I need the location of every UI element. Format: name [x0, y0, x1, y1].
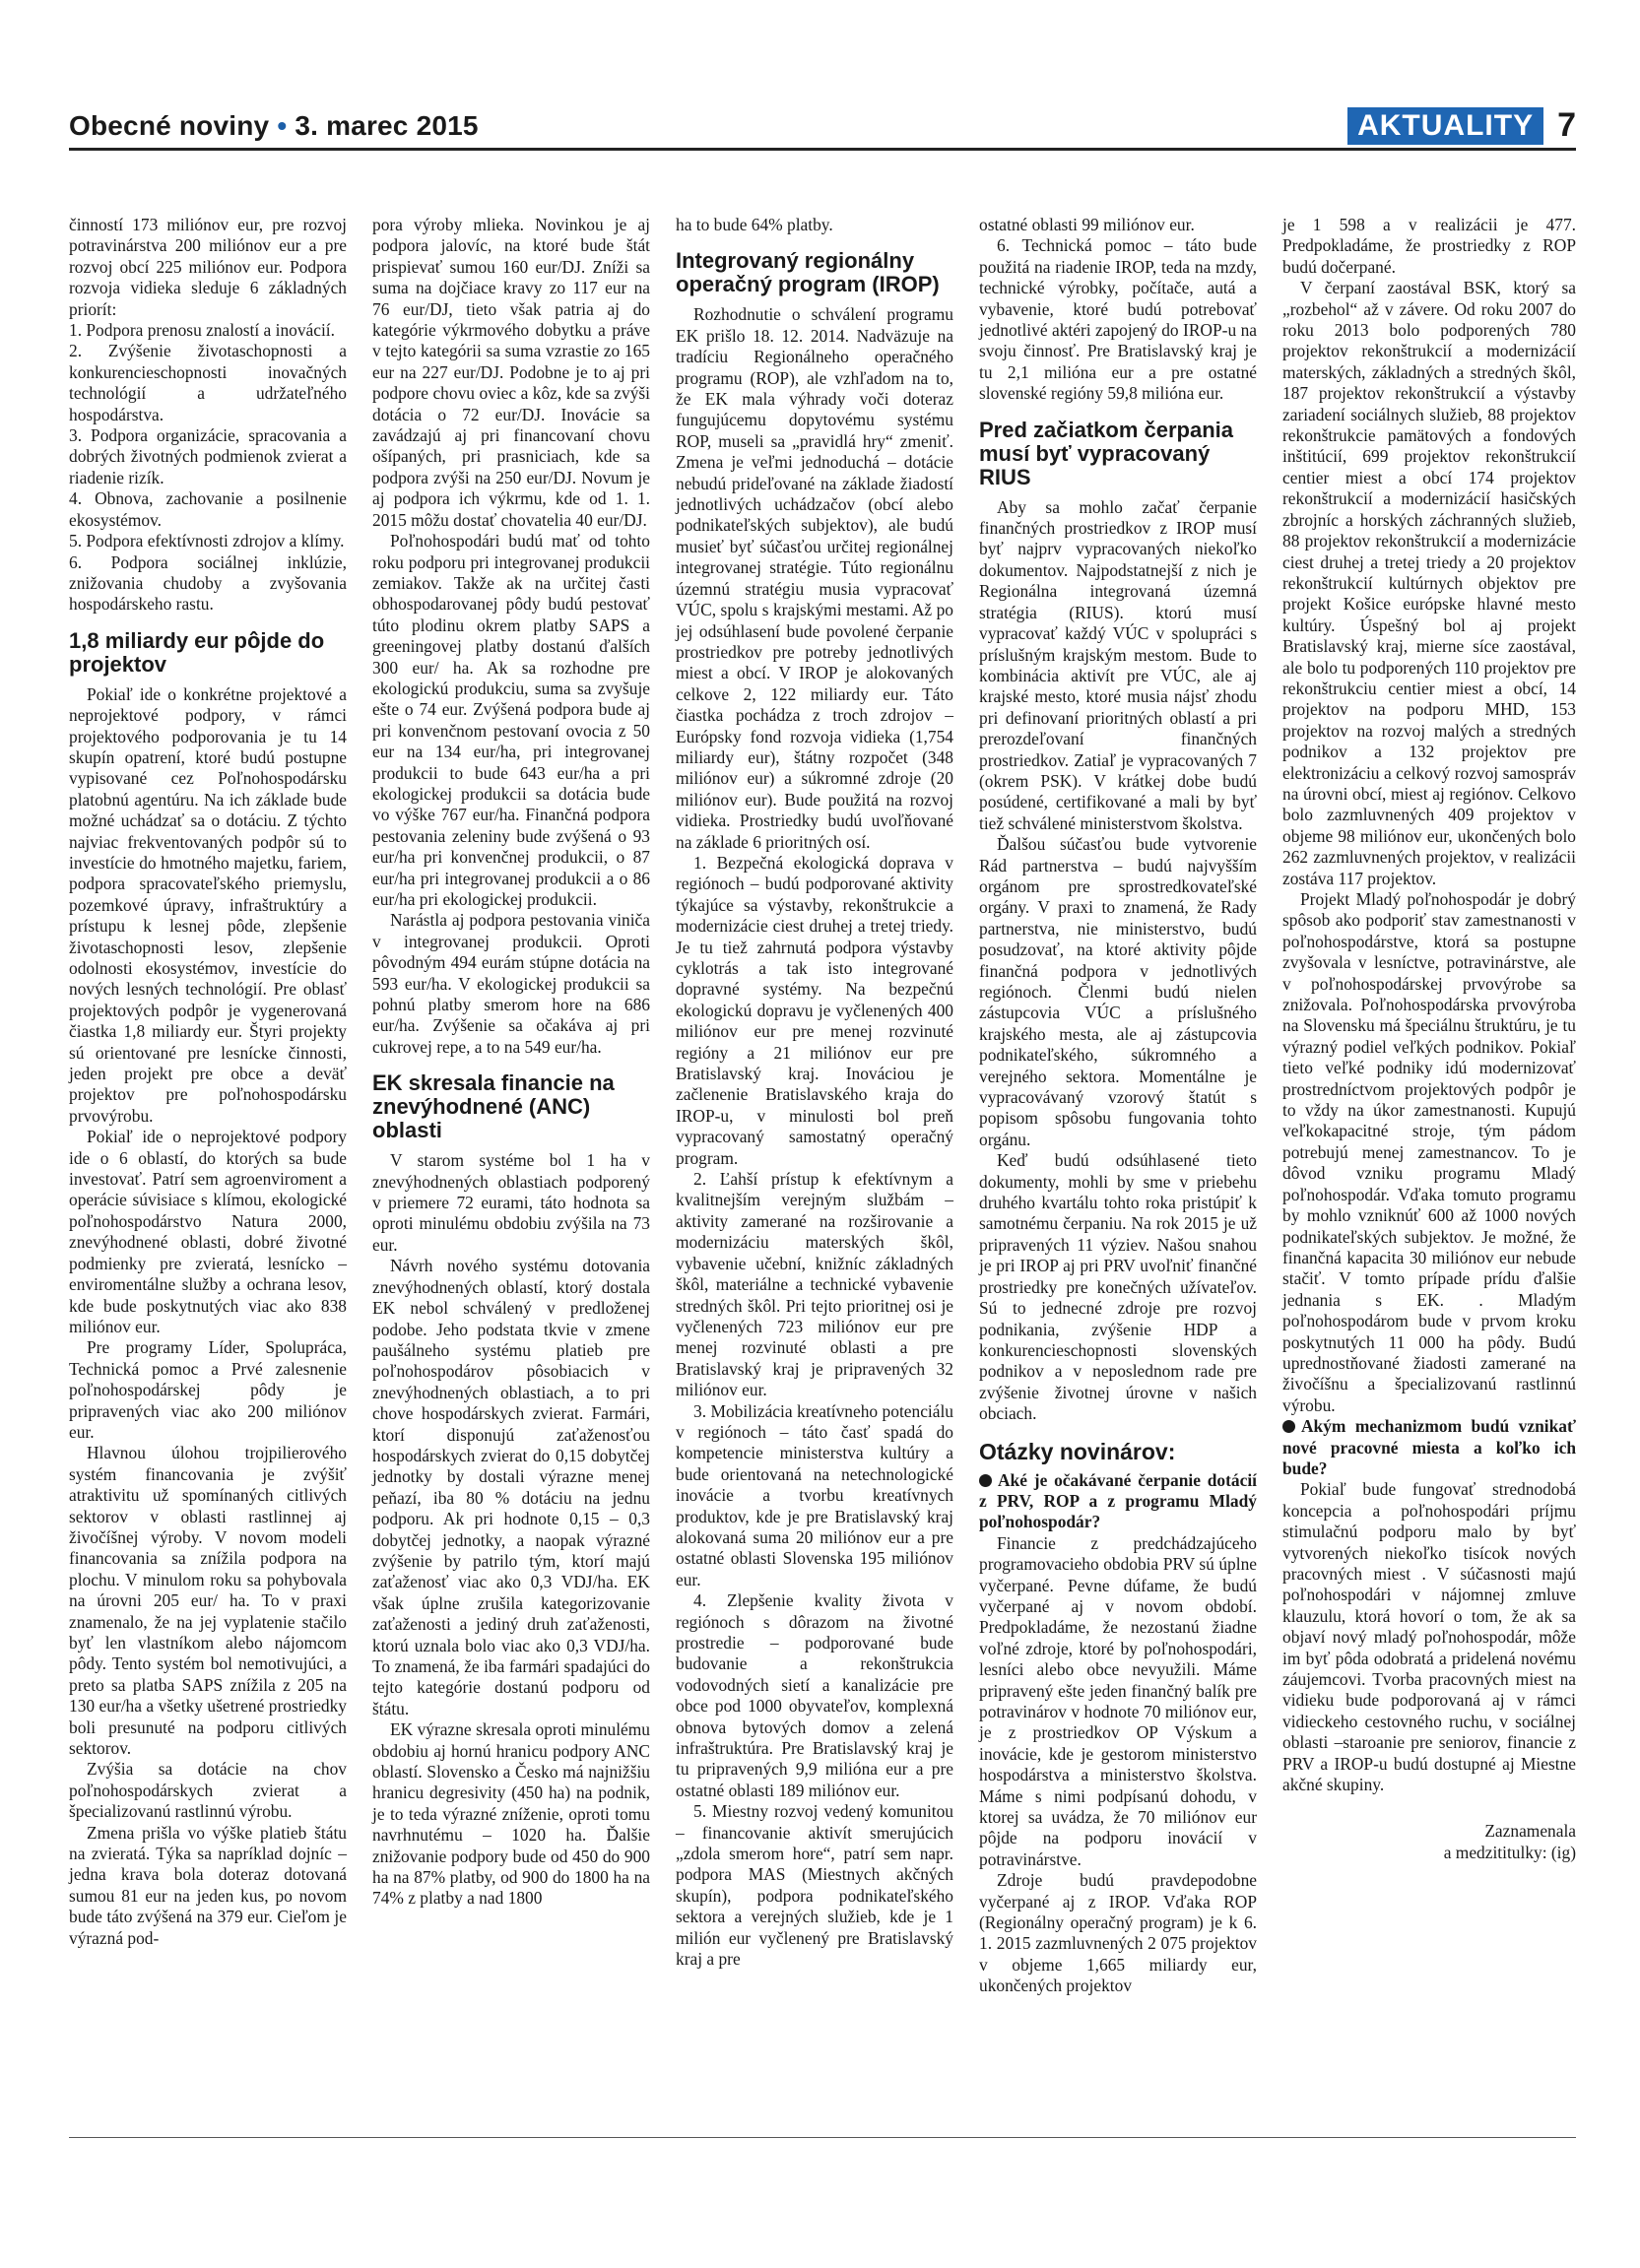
col4-paragraph: Zdroje budú pravdepodobne vyčerpané aj z IROP. Vďaka ROP (Regionálny operačný program) je k 6. 1. 2015 zazmluvnených 2 075 projektov v objeme 1,665 miliardy eur, ukončených projektov: [979, 1870, 1257, 1996]
subheading: Pred začiatkom čerpania musí byť vypracovaný RIUS: [979, 417, 1234, 489]
col1-list-item: 6. Podpora sociálnej inklúzie, znižovania chudoby a zvyšovania hospodárskeho rastu.: [69, 551, 347, 615]
question-text: Aké je očakávané čerpanie dotácií z PRV, ROP a z programu Mladý poľnohospodár?: [979, 1469, 1257, 1532]
publication-name: Obecné noviny: [69, 110, 270, 141]
column-1: [69, 215, 347, 1949]
col1-list-item: 2. Zvýšenie životaschopnosti a konkurencieschopnosti inovačných technológií a udržateľného hospodárstva.: [69, 341, 347, 424]
col4-paragraph: Aby sa mohlo začať čerpanie finančných prostriedkov z IROP musí byť najprv vypracovaných niekoľko dokumentov. Najpodstatnejší z nich je Regionálna integrovaná územná stratégia (RIUS). ktorú musí vypracovať každý VÚC v spolupráci s príslušným krajským mestom. Bude to kombinácia aktivít pre VÚC, ale aj krajské mesto, ktoré musia nájsť zhodu pri definovaní prioritných oblastí a pri prerozdeľovaní finančných prostriedkov. Zatiaľ je vypracovaných 7 (okrem PSK). V krátkej dobe budú posúdené, certifikované a mali by byť tiež schválené ministerstvom školstva.: [979, 496, 1257, 833]
col3-paragraph: Rozhodnutie o schválení programu EK prišlo 18. 12. 2014. Nadväzuje na tradíciu Regionálneho operačného programu (ROP), ale vzhľadom na to, že EK mala výhrady voči doteraz fungujúcemu dopytovému systému ROP, museli sa „pravidlá hry“ zmeniť. Zmena je veľmi jednoduchá – dotácie nebudú prideľované na základe žiadostí jednotlivých uchádzačov (obcí alebo podnikateľských subjektov), ale budú musieť byť súčasťou určitej regionálnej integrovanej stratégie. Túto regionálnu územnú stratégiu musia vypracovať VÚC, spolu s krajskými mestami. Až po jej odsúhlasení bude povolené čerpanie prostriedkov pre potreby jednotlivých miest a obcí. V IROP je alokovaných celkove 2, 122 miliardy eur. Táto čiastka pochádza z troch zdrojov – Európsky fond rozvoja vidieka (1,754 miliardy eur), štátny rozpočet (348 miliónov eur) a súkromné zdroje (20 miliónov eur). Bude použitá na rozvoj vidieka. Prostriedky budú uvoľňované na základe 6 prioritných osí.: [676, 304, 953, 852]
footer-rule: [69, 2137, 1576, 2138]
col5-paragraph: Projekt Mladý poľnohospodár je dobrý spôsob ako podporiť stav zamestnanosti v poľnohospodárstve, ktorá sa postupne zvyšovala v lesníctve, potravinárstve, ale v poľnohospodárskej prvovýrobe sa znižovala. Poľnohospodárska prvovýroba na Slovensku má špeciálnu štruktúru, je tu výrazný podiel veľkých podnikov. Pokiaľ tieto veľké podniky idú modernizovať prostredníctvom projektových podpôr je to vždy na úkor zamestnanosti. Kupujú veľkokapacitné stroje, tým pádom potrebujú menej zamestnancov. To je dôvod vzniku programu Mladý poľnohospodár. Vďaka tomuto programu by mohlo vzniknúť 600 až 1000 nových podnikateľských subjektov. Je možné, že finančná kapacita 30 miliónov eur nebude stačiť. V tomto prípade prídu ďalšie jednania s EK. . Mladým poľnohospodárom bude v prvom kroku poskytnutých 11 000 ha pôdy. Budú uprednostňované žiadosti zamerané na živočíšnu a špecializovanú rastlinnú výrobu.: [1282, 889, 1576, 1415]
subheading: 1,8 miliardy eur pôjde do projektov: [69, 627, 325, 677]
page-number: 7: [1557, 106, 1576, 144]
masthead-right: [1347, 106, 1576, 145]
col2-paragraph: Narástla aj podpora pestovania viniča v integrovanej produkcii. Oproti pôvodným 494 eurám stúpne dotácia na 593 eur/ha. V ekologickej produkcii sa pohnú platby smerom hore na 686 eur/ha. Zvýšenie sa očakáva aj pri cukrovej repe, a to na 549 eur/ha.: [372, 910, 650, 1057]
question: [1282, 1416, 1576, 1479]
col2-paragraph: Návrh nového systému dotovania znevýhodnených oblastí, ktorý dostala EK nebol schválený v predloženej podobe. Jeho podstata tkvie v zmene paušálneho systému platieb pre poľnohospodárov pôsobiacich v znevýhodnených oblastiach, a to pri chove hospodárskych zvierat. Farmári, ktorí disponujú zaťaženosťou hospodárskych zvierat do 0,15 dobytčej jednotky by dostali výrazne menej peňazí, iba 80 % dotáciu na jednu podporu. Ak pri hodnote 0,15 – 0,3 dobytčej jednotky, a naopak výrazné zvýšenie by patrilo tým, ktorí majú zaťaženosť viac ako 0,3 VDJ/ha. EK však úplne zrušila kategorizovanie zaťaženosti a jediný druh zaťaženosti, ktorú uznala bolo viac ako 0,3 VDJ/ha. To znamená, že iba farmári spadajúci do tejto kategórie dostanú podporu od štátu.: [372, 1256, 650, 1718]
col4-paragraph: 6. Technická pomoc – táto bude použitá na riadenie IROP, teda na mzdy, technické výrobky, počítače, autá a vybavenie, ktoré budú potrebovať jednotlivé aktéri zapojený do IROP-u na svoju činnosť. Pre Bratislavský kraj je tu 2,1 milióna eur a pre ostatné slovenské regióny 59,8 milióna eur.: [979, 235, 1257, 404]
col3-paragraph: 1. Bezpečná ekologická doprava v regiónoch – budú podporované aktivity týkajúce sa výstavby, rekonštrukcie a modernizácie ciest druhej a tretej triedy. Je tu tiež zahrnutá podpora výstavby cyklotrás a tak isto integrované dopravné systémy. Na bezpečnú ekologickú dopravu je vyčlenených 400 miliónov eur pre menej rozvinuté regióny a 21 miliónov eur pre Bratislavský kraj. Inováciou je začlenenie Bratislavského kraja do IROP-u, v minulosti bol preň vypracovaný samostatný operačný program.: [676, 852, 953, 1168]
col4-paragraph: ostatné oblasti 99 miliónov eur.: [979, 215, 1195, 234]
col4-paragraph: Keď budú odsúhlasené tieto dokumenty, mohli by sme v priebehu druhého kvartálu tohto roka pristúpiť k samotnému čerpaniu. Na rok 2015 je už pripravených 11 výziev. Našou snahou je pri IROP aj pri PRV uvoľniť finančné prostriedky pre konečných užívateľov. Sú to jednecné zdroje pre rozvoj podnikania, zvýšenie HDP a konkurencieschopnosti slovenských podnikov a v neposlednom rade pre zvýšenie životnej úrovne v našich obciach.: [979, 1150, 1257, 1424]
col5-paragraph: je 1 598 a v realizácii je 477. Predpokladáme, že prostriedky z ROP budú dočerpané.: [1282, 215, 1576, 277]
col4-paragraph: Ďalšou súčasťou bude vytvorenie Rád partnerstva – budú najvyšším orgánom pre sprostredkovateľské orgány. V praxi to znamená, že Rady partnerstva, nie ministerstvo, budú posudzovať, na ktoré aktivity pôjde finančná podpora v jednotlivých regiónoch. Členmi budú nielen zástupcovia VÚC a príslušného krajského mesta, ale aj zástupcovia podnikateľského, súkromného a verejného sektora. Momentálne je vypracovávaný vzorový štatút s popisom spôsobu fungovania tohto orgánu.: [979, 834, 1257, 1149]
col3-paragraph: 4. Zlepšenie kvality života v regiónoch s dôrazom na životné prostredie – podporované bude budovanie a rekonštrukcia vodovodných sietí a kanalizácie pre obce pod 1000 obyvateľov, komplexná obnova bytových domov a zelená infraštruktúra. Pre Bratislavský kraj je tu pripravených 9,9 milióna eur a pre ostatné oblasti 189 miliónov eur.: [676, 1590, 953, 1800]
masthead: [69, 106, 1576, 150]
col3-paragraph: 5. Miestny rozvoj vedený komunitou – financovanie aktivít smerujúcich „zdola smerom hore“, patrí sem napr. podpora MAS (Miestnych akčných skupín), podpora podnikateľského sektora a verejných služieb, kde je 1 milión eur vyčlenený pre Bratislavský kraj a pre: [676, 1801, 953, 1970]
col5-paragraph: V čerpaní zaostával BSK, ktorý sa „rozbehol“ až v závere. Od roku 2007 do roku 2013 bolo podporených 780 projektov rekonštrukcií a modernizácií materských, základných a stredných škôl, 187 projektov rekonštrukcií a výstavby zariadení sociálnych služieb, 88 projektov rekonštrukcie pamätových a fondových inštitúcií, 699 projektov rekonštrukcií centier miest a obcí 174 projektov rekonštrukcií a modernizácií hasičských zbrojníc a horských záchranných služieb, 88 projektov rekonštrukcií a modernizácie ciest druhej a tretej triedy a 20 projektov rekonštrukcií kultúrnych objektov pre projekt Košice európske hlavné mesto kultúry. Úspešný bol aj projekt Bratislavský kraj, mierne síce zaostával, ale bolo tu podporených 110 projektov pre rekonštrukciu centier miest a obcí, 14 projektov na podporu MHD, 153 projektov na rozvoj malých a stredných podnikov a 132 projektov pre elektronizáciu a celkový rozvoj samospráv na úrovni obcí, miest aj regiónov. Celkovo bolo zazmluvnených 409 projektov v objeme 98 miliónov eur, ukončených bolo 262 zazmluvnených projektov, v realizácii zostáva 117 projektov.: [1282, 278, 1576, 888]
signature-line: a medzititulky: (ig): [1443, 1842, 1576, 1862]
header-rule: [69, 148, 1576, 151]
col1-paragraph: činností 173 miliónov eur, pre rozvoj potravinárstva 200 miliónov eur a pre rozvoj obcí 225 miliónov eur. Podpora rozvoja vidieka sleduje 6 základných priorít:: [69, 215, 347, 319]
col1-paragraph: Hlavnou úlohou trojpilierového systém financovania je zvýšiť atraktivitu už spomínaných citlivých sektorov v oblasti rastlinnej aj živočíšnej výroby. V novom modeli financovania sa znížila podpora na plochu. V minulom roku sa pohybovala na úrovni 205 eur/ ha. To v praxi znamenalo, že na jej vyplatenie stačilo byť len vlastníkom alebo nájomcom pôdy. Tento systém bol nemotivujúci, a preto sa platba SAPS znížila z 205 na 130 eur/ha a všetky ušetrené prostriedky boli presunuté na podporu citlivých sektorov.: [69, 1443, 347, 1759]
column-2: [372, 215, 650, 1910]
col1-list-item: 4. Obnova, zachovanie a posilnenie ekosystémov.: [69, 488, 347, 530]
col1-paragraph: Pokiaľ ide o konkrétne projektové a neprojektové podpory, v rámci projektového podporovania je tu 14 skupín opatrení, ktoré budú postupne vypisované cez Poľnohospodársku platobnú agentúru. Na ich základe bude možné uchádzať sa o dotáciu. Z týchto najviac frekventovaných podpôr sú to investície do hmotného majetku, fariem, podpora spracovateľského priemyslu, pozemkové úpravy, infraštruktúry a prístupu k lesnej pôde, zlepšenie životaschopnosti lesov, zlepšenie odolnosti ekosystémov, investície do nových lesných technológií. Pre oblasť projektových podpôr je vygenerovaná čiastka 1,8 miliardy eur. Štyri projekty sú orientované pre lesnícke činnosti, jeden projekt pre obce a deväť projektov pre poľnohospodársku prvovýrobu.: [69, 683, 347, 1126]
section-label: AKTUALITY: [1347, 107, 1543, 145]
col2-paragraph: V starom systéme bol 1 ha v znevýhodnených oblastiach podporený v priemere 72 eurami, táto hodnota sa oproti minulému obdobiu zvýšila na 73 eur.: [372, 1150, 650, 1255]
col1-paragraph: Zvýšia sa dotácie na chov poľnohospodárskych zvierat a špecializovanú rastlinnú výrobu.: [69, 1759, 347, 1822]
col5-paragraph: Pokiaľ bude fungovať strednodobá koncepcia a poľnohospodári príjmu stimulačnú podporu malo by byť vytvorených niekoľko tisícok nových pracovných miest . V súčasnosti majú poľnohospodári v nájomnej zmluve klauzulu, ktorá hovorí o tom, že ak sa objaví nový mladý poľnohospodár, môže im byť pôda odobratá a pridelená novému záujemcovi. Tvorba pracovných miest na vidieku bude podporovaná aj v rámci vidieckeho cestovného ruchu, v sociálnej oblasti –staroanie pre seniorov, financie z PRV a IROP-u budú dostupné aj Miestne akčné skupiny.: [1282, 1479, 1576, 1795]
subheading: Integrovaný regionálny operačný program (IROP): [676, 248, 940, 297]
question-text: Akým mechanizmom budú vznikať nové pracovné miesta a koľko ich bude?: [1282, 1416, 1576, 1478]
col1-list-item: 1. Podpora prenosu znalostí a inovácií.: [69, 320, 335, 341]
col1-list-item: 3. Podpora organizácie, spracovania a dobrých životných podmienok zvierat a riadenie rizík.: [69, 425, 347, 487]
subheading: EK skresala financie na znevýhodnené (ANC) oblasti: [372, 1070, 615, 1143]
col3-paragraph: ha to bude 64% platby.: [676, 215, 833, 234]
col1-paragraph: Zmena prišla vo výške platieb štátu na zvieratá. Týka sa napríklad dojníc – jedna krava bola doteraz dotovaná sumou 81 eur na jeden kus, po novom bude táto zvýšená na 379 eur. Cieľom je výrazná pod-: [69, 1822, 347, 1948]
questions-heading: Otázky novinárov:: [979, 1438, 1176, 1464]
col3-paragraph: 3. Mobilizácia kreatívneho potenciálu v regiónoch – táto časť spadá do kompetencie ministerstva kultúry a bude orientovaná na netechnologické inovácie a tvorbu kreatívnych produktov, kde je pre Bratislavský kraj alokovaná suma 20 miliónov eur a pre ostatné oblasti Slovenska 195 miliónov eur.: [676, 1400, 953, 1589]
signature-line: Zaznamenala: [1484, 1821, 1576, 1842]
masthead-left: [69, 110, 479, 142]
issue-date: 3. marec 2015: [295, 110, 479, 141]
col3-paragraph: 2. Ľahší prístup k efektívnym a kvalitnejším verejným službám – aktivity zamerané na rozširovanie a modernizáciu materských škôl, vybavenie učební, knižníc základných škôl, materiálne a technické vybavenie stredných škôl. Pri tejto prioritnej osi je vyčlenených 723 miliónov eur pre menej rozvinuté oblasti a pre Bratislavský kraj je pripravených 32 miliónov eur.: [676, 1169, 953, 1400]
question: [979, 1470, 1257, 1533]
col4-paragraph: Financie z predchádzajúceho programovacieho obdobia PRV sú úplne vyčerpané. Pevne dúfame, že budú vyčerpané aj v novom období. Predpokladáme, že nezostanú žiadne voľné zdroje, ktoré by poľnohospodári, lesníci alebo obce nevyužili. Máme pripravený ešte jeden finančný balík pre potravinárov v hodnote 70 miliónov eur, je z prostriedkov OP Výskum a inovácie, kde je gestorom ministerstvo hospodárstva a ministerstvo školstva. Máme s nimi podpísanú dohodu, v ktorej sa uvádza, že 70 miliónov eur pôjde na podporu inovácií v potravinárstve.: [979, 1532, 1257, 1869]
bullet-icon: [979, 1474, 992, 1487]
column-4: [979, 215, 1257, 1997]
col1-paragraph: Pre programy Líder, Spolupráca, Technická pomoc a Prvé zalesnenie poľnohospodárskej pôdy je pripravených viac ako 200 miliónov eur.: [69, 1337, 347, 1442]
col1-paragraph: Pokiaľ ide o neprojektové podpory ide o 6 oblastí, do ktorých sa bude investovať. Patrí sem agroenviroment a operácie súvisiace s klímou, ekologické poľnohospodárstvo Natura 2000, znevýhodnené oblasti, dobré životné podmienky pre zvieratá, lesnícko – enviromentálne služby a ochrana lesov, kde bude poskytnutých viac ako 838 miliónov eur.: [69, 1127, 347, 1336]
col2-paragraph: EK výrazne skresala oproti minulému obdobiu aj hornú hranicu podpory ANC oblastí. Slovensko a Česko má najnižšiu hranicu degresivity (450 ha) na podnik, je to teda výrazné zníženie, oproti tomu navrhnutému – 1020 ha. Ďalšie znižovanie podpory bude od 450 do 900 ha na 87% platby, od 900 do 1800 ha na 74% z platby a nad 1800: [372, 1719, 650, 1909]
separator-dot: •: [277, 110, 288, 141]
column-5: [1282, 215, 1576, 1863]
col2-paragraph: pora výroby mlieka. Novinkou je aj podpora jalovíc, na ktoré bude štát prispievať sumou 160 eur/DJ. Zníži sa suma na dojčiace kravy zo 117 eur na 76 eur/DJ, tieto však patria aj do kategórie výkrmového dobytku a práve v tejto kategórii sa suma vzrastie zo 165 eur na 227 eur/DJ. Podobne je to aj pri podpore chovu oviec a kôz, kde sa zvýši dotácia o 72 eur/DJ. Inovácie sa zavádzajú aj pri financovaní chovu ošípaných, pri prasniciach, kde sa podpora zvýši na 250 eur/DJ. Novum je aj podpora ich výkrmu, kde od 1. 1. 2015 môžu dostať chovatelia 40 eur/DJ.: [372, 215, 650, 530]
column-3: [676, 215, 953, 1971]
col2-paragraph: Poľnohospodári budú mať od tohto roku podporu pri integrovanej produkcii zemiakov. Takže ak na určitej časti obhospodarovanej pôdy budú pestovať túto plodinu okrem platby SAPS a greeningovej platby dostanú ďalších 300 eur/ ha. Ak sa rozhodne pre ekologickú produkciu, suma sa zvyšuje ešte o 74 eur. Zvýšená podpora bude aj pri konvenčnom pestovaní ovocia z 50 eur na 134 eur/ha, pri integrovanej produkcii to bude 643 eur/ha a pri ekologickej produkcii sa dotácia bude vo výške 767 eur/ha. Finančná podpora pestovania zeleniny bude zvýšená o 93 eur/ha pri konvenčnej produkcii, o 87 eur/ha pri integrovanej produkcii a o 86 eur/ha pri ekologickej produkcii.: [372, 531, 650, 909]
col1-list-item: 5. Podpora efektívnosti zdrojov a klímy.: [69, 531, 345, 551]
bullet-icon: [1282, 1420, 1295, 1433]
